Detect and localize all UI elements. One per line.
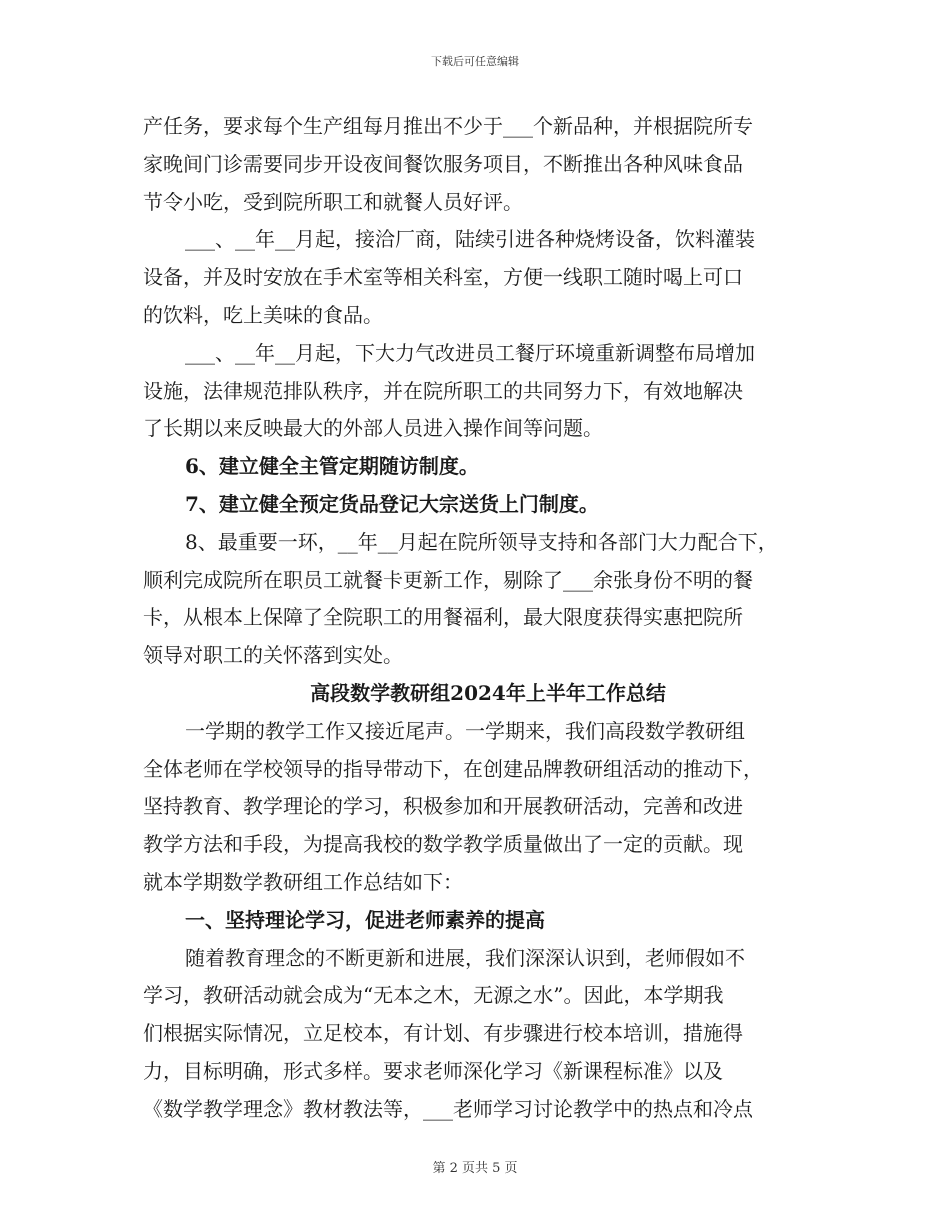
- text-line: 8、最重要一环，__年__月起在院所领导支持和各部门大力配合下，: [185, 529, 778, 554]
- bold-heading-line: 6、建立健全主管定期随访制度。: [185, 454, 479, 479]
- text-line: 节令小吃，受到院所职工和就餐人员好评。: [143, 189, 523, 214]
- text-line: 家晚间门诊需要同步开设夜间餐饮服务项目，不断推出各种风味食品: [143, 151, 743, 176]
- text-line: 就本学期数学教研组工作总结如下：: [143, 869, 463, 894]
- text-line: 设施，法律规范排队秩序，并在院所职工的共同努力下，有效地解决: [143, 378, 743, 403]
- bold-heading-line: 7、建立健全预定货品登记大宗送货上门制度。: [185, 491, 599, 516]
- bold-heading-line: 一、坚持理论学习，促进老师素养的提高: [185, 907, 545, 932]
- text-line: 力，目标明确，形式多样。要求老师深化学习《新课程标准》以及: [143, 1058, 723, 1083]
- text-line: 卡，从根本上保障了全院职工的用餐福利，最大限度获得实惠把院所: [143, 605, 743, 630]
- text-line: 随着教育理念的不断更新和进展，我们深深认识到，老师假如不: [185, 945, 745, 970]
- text-line: 领导对职工的关怀落到实处。: [143, 643, 403, 668]
- text-line: 的饮料，吃上美味的食品。: [143, 302, 383, 327]
- section-title: 高段数学教研组2024年上半年工作总结: [310, 680, 666, 705]
- page-footer: 第 2 页共 5 页: [432, 1161, 518, 1176]
- text-line: 一学期的教学工作又接近尾声。一学期来，我们高段数学教研组: [185, 718, 745, 743]
- text-line: 产任务，要求每个生产组每月推出不少于___个新品种，并根据院所专: [143, 114, 753, 138]
- page-header: 下载后可任意编辑: [431, 55, 519, 68]
- text-line: 学习，教研活动就会成为“无本之木，无源之水”。因此，本学期我: [143, 983, 724, 1008]
- text-line: ___、__年__月起，接洽厂商，陆续引进各种烧烤设备，饮料灌装: [185, 227, 755, 252]
- text-line: 《数学教学理念》教材教法等，___老师学习讨论教学中的热点和冷点: [143, 1096, 753, 1121]
- document-body: [143, 108, 833, 1129]
- text-line: 全体老师在学校领导的指导带动下，在创建品牌教研组活动的推动下，: [143, 756, 763, 781]
- text-line: 们根据实际情况，立足校本，有计划、有步骤进行校本培训，措施得: [143, 1021, 743, 1046]
- text-line: 设备，并及时安放在手术室等相关科室，方便一线职工随时喝上可口: [143, 265, 743, 290]
- text-line: 坚持教育、教学理论的学习，积极参加和开展教研活动，完善和改进: [143, 794, 743, 819]
- text-line: 顺利完成院所在职员工就餐卡更新工作，剔除了___余张身份不明的餐: [143, 567, 753, 592]
- text-line: 教学方法和手段，为提高我校的数学教学质量做出了一定的贡献。现: [143, 832, 743, 857]
- text-line: ___、__年__月起，下大力气改进员工餐厅环境重新调整布局增加: [185, 340, 755, 365]
- text-line: 了长期以来反映最大的外部人员进入操作间等问题。: [143, 416, 603, 441]
